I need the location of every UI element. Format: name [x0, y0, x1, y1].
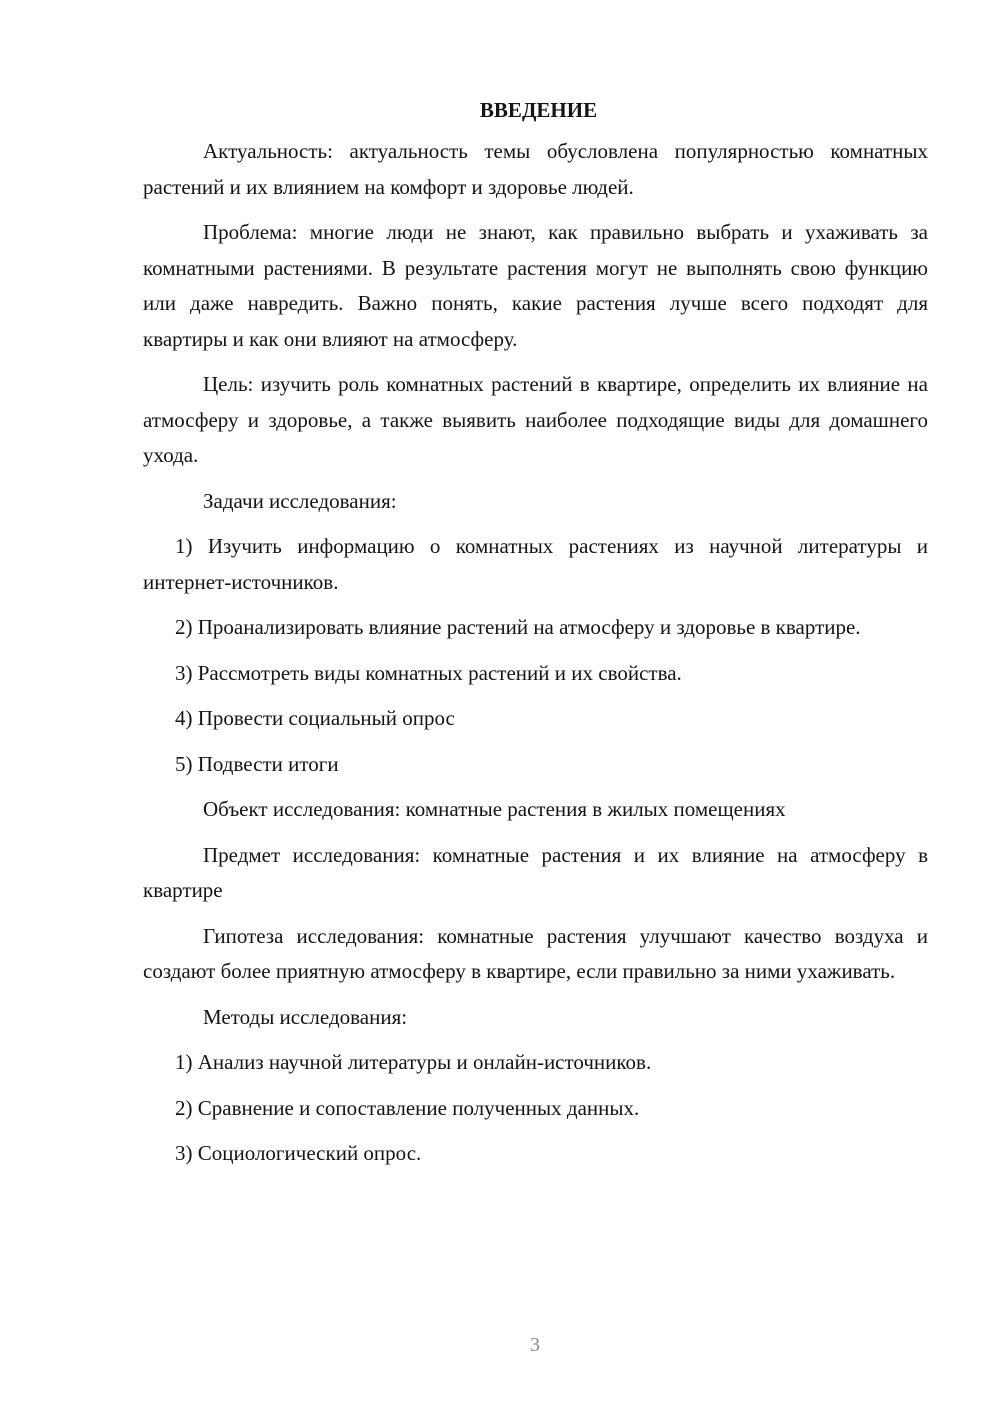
goal-paragraph: Цель: изучить роль комнатных растений в квартире, определить их влияние на атмосферу и здоровье, а также выявить наиболее подходящие виды для домашнего ухода. — [143, 372, 928, 467]
method-item: 2) Сравнение и сопоставление полученных данных. — [175, 1095, 640, 1120]
object-paragraph: Объект исследования: комнатные растения в жилых помещениях — [203, 797, 786, 821]
section-heading: ВВЕДЕНИЕ — [479, 98, 598, 122]
task-item: 3) Рассмотреть виды комнатных растений и их свойства. — [175, 660, 682, 685]
subject-paragraph: Предмет исследования: комнатные растения и их влияние на атмосферу в квартире — [143, 842, 928, 902]
page-number: 3 — [530, 1334, 540, 1356]
hypothesis-paragraph: Гипотеза исследования: комнатные растения улучшают качество воздуха и создают более приятную атмосферу в квартире, если правильно за ними ухаживать. — [143, 923, 928, 983]
task-item: 2) Проанализировать влияние растений на атмосферу и здоровье в квартире. — [175, 615, 861, 639]
methods-heading: Методы исследования: — [203, 1004, 408, 1029]
task-item: 1) Изучить информацию о комнатных растениях из научной литературы и интернет-источников. — [143, 534, 928, 594]
document-body — [143, 90, 928, 1182]
problem-paragraph: Проблема: многие люди не знают, как правильно выбрать и ухаживать за комнатными растениями. В результате растения могут не выполнять свою функцию или даже навредить. Важно понять, какие растения лучше всего подходят для квартиры и как они влияют на атмосферу. — [143, 220, 928, 351]
task-item: 4) Провести социальный опрос — [175, 706, 455, 730]
relevance-paragraph: Актуальность: актуальность темы обусловлена популярностью комнатных растений и их влиянием на комфорт и здоровье людей. — [143, 139, 928, 199]
task-item: 5) Подвести итоги — [175, 751, 339, 776]
method-item: 3) Социологический опрос. — [175, 1141, 422, 1165]
method-item: 1) Анализ научной литературы и онлайн-источников. — [175, 1050, 652, 1074]
tasks-heading: Задачи исследования: — [203, 488, 397, 513]
